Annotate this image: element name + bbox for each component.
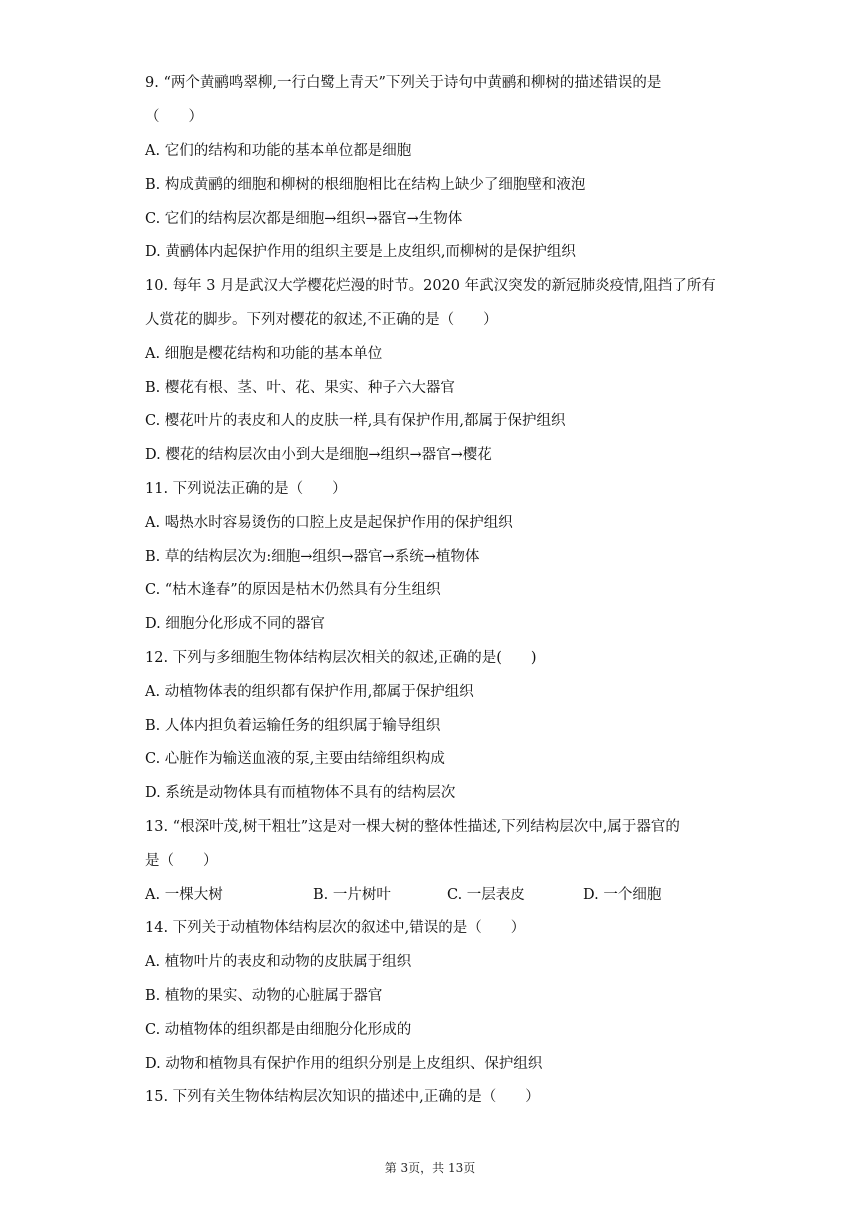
question-13-option-b: B. 一片树叶 [313, 887, 391, 903]
question-10-stem-line-2: 人赏花的脚步。下列对樱花的叙述,不正确的是（ ） [145, 312, 498, 328]
question-11-option-d: D. 细胞分化形成不同的器官 [145, 616, 325, 632]
page-footer: 第 3页，共 13页 [384, 1161, 476, 1175]
question-13-stem-line-2: 是（ ） [145, 853, 218, 869]
question-14-option-c: C. 动植物体的组织都是由细胞分化形成的 [145, 1022, 412, 1038]
question-12-option-c: C. 心脏作为输送血液的泵,主要由结缔组织构成 [145, 751, 445, 767]
question-9-stem-line-2: （ ） [145, 109, 203, 125]
question-11-stem: 11. 下列说法正确的是（ ） [145, 481, 347, 497]
question-12-stem: 12. 下列与多细胞生物体结构层次相关的叙述,正确的是( ) [145, 650, 537, 666]
question-11-option-a: A. 喝热水时容易烫伤的口腔上皮是起保护作用的保护组织 [145, 515, 513, 531]
question-9-option-a: A. 它们的结构和功能的基本单位都是细胞 [145, 143, 412, 159]
question-11-option-c: C. “枯木逢春”的原因是枯木仍然具有分生组织 [145, 582, 441, 598]
question-12-option-b: B. 人体内担负着运输任务的组织属于输导组织 [145, 718, 441, 734]
question-9-option-d: D. 黄鹂体内起保护作用的组织主要是上皮组织,而柳树的是保护组织 [145, 244, 576, 260]
question-10-option-d: D. 樱花的结构层次由小到大是细胞→组织→器官→樱花 [145, 447, 492, 463]
question-9-stem-line-1: 9. “两个黄鹂鸣翠柳,一行白鹭上青天”下列关于诗句中黄鹂和柳树的描述错误的是 [145, 75, 662, 91]
question-10-option-c: C. 樱花叶片的表皮和人的皮肤一样,具有保护作用,都属于保护组织 [145, 413, 566, 429]
question-14-option-d: D. 动物和植物具有保护作用的组织分别是上皮组织、保护组织 [145, 1056, 543, 1072]
question-14-stem: 14. 下列关于动植物体结构层次的叙述中,错误的是（ ） [145, 920, 526, 936]
question-10-stem-line-1: 10. 每年 3 月是武汉大学樱花烂漫的时节。2020 年武汉突发的新冠肺炎疫情,阻挡了所有 [145, 278, 716, 294]
question-13-option-a: A. 一棵大树 [145, 887, 223, 903]
question-13-option-c: C. 一层表皮 [447, 887, 525, 903]
question-11-option-b: B. 草的结构层次为:细胞→组织→器官→系统→植物体 [145, 549, 480, 565]
question-15-stem: 15. 下列有关生物体结构层次知识的描述中,正确的是（ ） [145, 1089, 540, 1105]
question-10-option-a: A. 细胞是樱花结构和功能的基本单位 [145, 346, 383, 362]
question-9-option-b: B. 构成黄鹂的细胞和柳树的根细胞相比在结构上缺少了细胞壁和液泡 [145, 177, 586, 193]
question-10-option-b: B. 樱花有根、茎、叶、花、果实、种子六大器官 [145, 380, 455, 396]
question-13-option-d: D. 一个细胞 [583, 887, 662, 903]
question-13-stem-line-1: 13. “根深叶茂,树干粗壮”这是对一棵大树的整体性描述,下列结构层次中,属于器官的 [145, 819, 680, 835]
question-12-option-a: A. 动植物体表的组织都有保护作用,都属于保护组织 [145, 684, 474, 700]
question-9-option-c: C. 它们的结构层次都是细胞→组织→器官→生物体 [145, 211, 463, 227]
question-14-option-b: B. 植物的果实、动物的心脏属于器官 [145, 988, 383, 1004]
question-12-option-d: D. 系统是动物体具有而植物体不具有的结构层次 [145, 785, 456, 801]
question-14-option-a: A. 植物叶片的表皮和动物的皮肤属于组织 [145, 954, 412, 970]
